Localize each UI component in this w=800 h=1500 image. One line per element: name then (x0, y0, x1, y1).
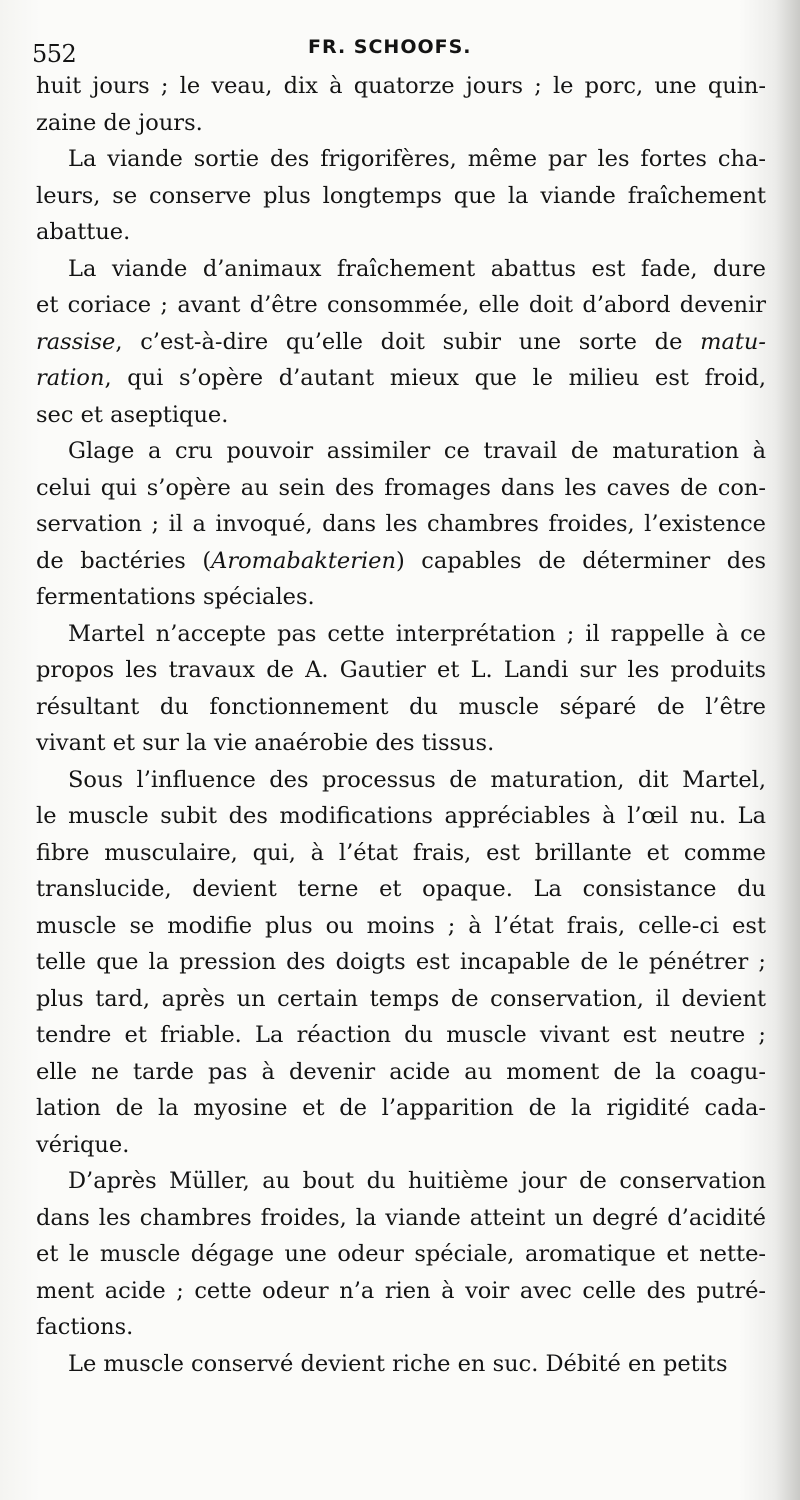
text-run: propos les travaux de A. Gautier et L. Landi sur les produits (36, 657, 766, 683)
paragraph (36, 1346, 766, 1383)
text-run: celui qui s’opère au sein des fromages dans les caves de con- (36, 474, 766, 501)
text-run: lation de la myosine et de l’apparition de la rigidité cada- (36, 1095, 766, 1121)
text-run: le muscle subit des modifications appréciables à l’œil nu. La (36, 803, 766, 829)
text-run: La viande d’animaux fraîchement abattus est fade, dure (68, 255, 766, 282)
text-line (36, 287, 766, 324)
paragraph (36, 251, 766, 434)
text-line (36, 178, 766, 215)
text-run: factions. (36, 1314, 134, 1340)
text-line (36, 1236, 766, 1273)
text-line (36, 835, 766, 872)
text-line (36, 214, 766, 251)
text-run: ment acide ; cette odeur n’a rien à voir avec celle des putré- (36, 1277, 766, 1304)
text-run: Glage a cru pouvoir assimiler ce travail de maturation à (68, 438, 766, 464)
text-line (36, 652, 766, 689)
text-line (36, 871, 766, 908)
text-line (36, 762, 766, 799)
text-run: de bactéries ( (36, 547, 212, 574)
text-line (36, 798, 766, 835)
text-run: leurs, se conserve plus longtemps que la viande fraîchement (36, 182, 766, 209)
text-line (36, 1017, 766, 1054)
body-text (36, 68, 766, 1382)
text-line (36, 543, 766, 580)
text-run: Le muscle conservé devient riche en suc. Débité en petits (68, 1350, 728, 1377)
text-line (36, 908, 766, 945)
text-run: Sous l’influence des processus de maturation, dit Martel, (68, 766, 766, 793)
text-line (36, 1163, 766, 1200)
running-head: FR. SCHOOFS. (308, 36, 472, 58)
text-line (36, 1200, 766, 1237)
text-run: et le muscle dégage une odeur spéciale, aromatique et nette- (36, 1241, 766, 1267)
text-run: muscle se modifie plus ou moins ; à l’état frais, celle-ci est (36, 912, 766, 939)
page-header (30, 34, 750, 68)
italic-text: ration (36, 365, 105, 391)
text-line (36, 1309, 766, 1346)
text-run: tendre et friable. La réaction du muscle vivant est neutre ; (36, 1022, 766, 1048)
paragraph (36, 1163, 766, 1346)
text-run: sec et aseptique. (36, 401, 229, 428)
text-run: ) capables de déterminer des (395, 547, 767, 574)
text-run: fermentations spéciales. (36, 584, 315, 610)
text-line (36, 324, 766, 361)
text-run: dans les chambres froides, la viande atteint un degré d’acidité (36, 1204, 766, 1231)
text-run: abattue. (36, 219, 131, 245)
text-line (36, 68, 766, 105)
paragraph (36, 141, 766, 251)
text-run: elle ne tarde pas à devenir acide au moment de la coagu- (36, 1058, 766, 1085)
text-run: et coriace ; avant d’être consommée, elle doit d’abord devenir (36, 292, 766, 318)
text-run: telle que la pression des doigts est incapable de le pénétrer ; (36, 949, 766, 975)
text-line (36, 981, 766, 1018)
text-line (36, 944, 766, 981)
text-run: huit jours ; le veau, dix à quatorze jours ; le porc, une quin- (36, 73, 766, 99)
text-line (36, 725, 766, 762)
page-number: 552 (32, 40, 77, 68)
text-line (36, 1054, 766, 1091)
text-line (36, 1346, 766, 1383)
text-run: fibre musculaire, qui, à l’état frais, est brillante et comme (36, 839, 766, 866)
text-run: D’après Müller, au bout du huitième jour de conservation (68, 1168, 766, 1194)
text-line (36, 470, 766, 507)
paragraph (36, 616, 766, 762)
text-line (36, 616, 766, 653)
text-line (36, 506, 766, 543)
text-line (36, 397, 766, 434)
text-line (36, 105, 766, 142)
text-run: translucide, devient terne et opaque. La consistance du (36, 876, 766, 902)
text-run: , qui s’opère d’autant mieux que le milieu est froid, (104, 365, 766, 391)
text-line (36, 141, 766, 178)
text-line (36, 433, 766, 470)
text-line (36, 1273, 766, 1310)
text-run: résultant du fonctionnement du muscle séparé de l’être (36, 693, 766, 720)
italic-text: Aromabakterien (211, 547, 396, 574)
text-run: zaine de jours. (36, 109, 203, 136)
paragraph (36, 762, 766, 1164)
text-run: , c’est-à-dire qu’elle doit subir une sorte de (115, 328, 701, 355)
text-line (36, 251, 766, 288)
text-line (36, 1127, 766, 1164)
text-run: La viande sortie des frigorifères, même par les fortes cha- (68, 146, 766, 172)
paragraph (36, 433, 766, 616)
text-run: vivant et sur la vie anaérobie des tissus. (36, 730, 495, 756)
text-line (36, 360, 766, 397)
text-run: Martel n’accepte pas cette interprétation ; il rappelle à ce (68, 620, 766, 647)
paragraph (36, 68, 766, 141)
italic-text: rassise (36, 328, 116, 355)
text-line (36, 579, 766, 616)
text-line (36, 689, 766, 726)
text-run: servation ; il a invoqué, dans les chambres froides, l’existence (36, 511, 766, 537)
italic-text: matu- (700, 328, 766, 355)
text-run: plus tard, après un certain temps de conservation, il devient (36, 985, 766, 1012)
text-line (36, 1090, 766, 1127)
text-run: vérique. (36, 1131, 130, 1158)
